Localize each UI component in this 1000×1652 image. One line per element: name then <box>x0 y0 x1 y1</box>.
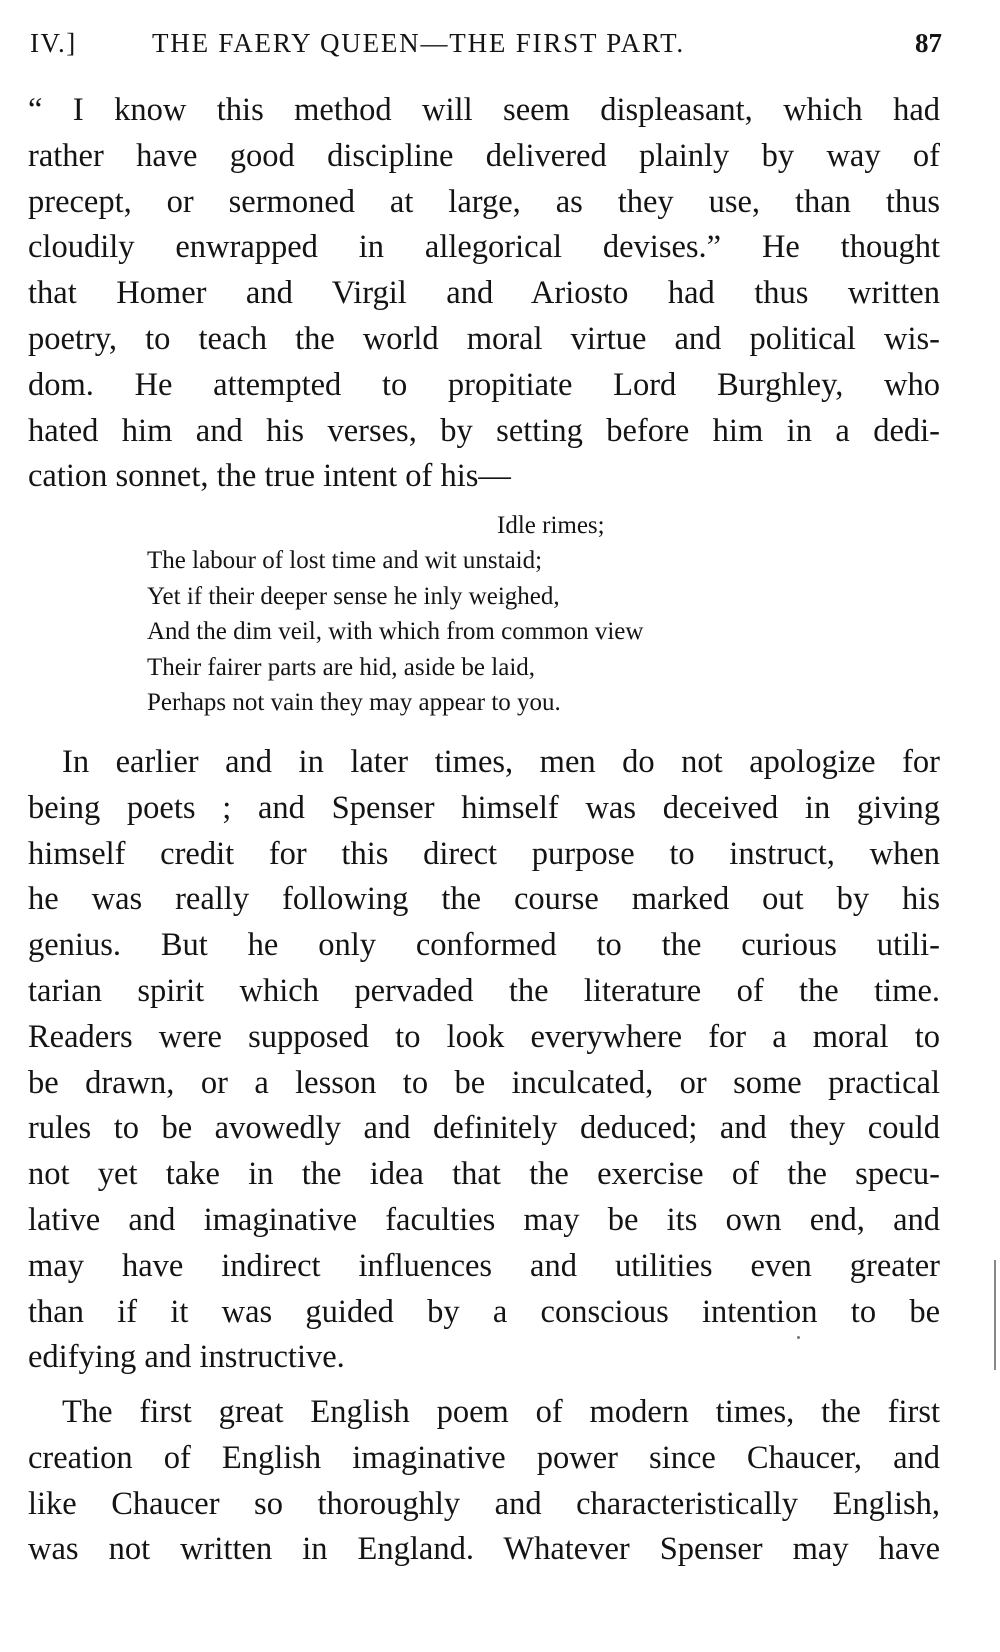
text-line: tarian spirit which pervaded the literature of the time. <box>28 972 940 1009</box>
text-line: cation sonnet, the true intent of his— <box>28 458 511 495</box>
text-line: dom. He attempted to propitiate Lord Burghley, who <box>28 366 940 403</box>
text-line: hated him and his verses, by setting before him in a dedi- <box>28 412 940 449</box>
running-title: THE FAERY QUEEN—THE FIRST PART. <box>152 28 685 58</box>
text-line: rather have good discipline delivered plainly by way of <box>28 137 940 174</box>
text-line: he was really following the course marked out by his <box>28 881 940 918</box>
text-line: himself credit for this direct purpose to instruct, when <box>28 835 940 872</box>
running-head <box>30 28 942 68</box>
text-line: precept, or sermoned at large, as they use, than thus <box>28 183 940 220</box>
verse-line: And the dim veil, with which from common view <box>147 618 644 646</box>
text-line: creation of English imaginative power since Chaucer, and <box>28 1439 940 1476</box>
paragraph-opening-quote <box>28 88 940 500</box>
text-line: “ I know this method will seem displeasant, which had <box>28 92 940 128</box>
text-line: like Chaucer so thoroughly and characteristically English, <box>28 1485 940 1522</box>
text-line: genius. But he only conformed to the curious utili- <box>28 927 940 964</box>
text-line: rules to be avowedly and definitely deduced; and they could <box>28 1110 940 1147</box>
paragraph-earlier-times <box>28 740 940 1381</box>
text-line: was not written in England. Whatever Spenser may have <box>28 1531 940 1568</box>
verse-line: Idle rimes; <box>497 512 605 539</box>
verse-quotation <box>147 508 867 720</box>
text-line: be drawn, or a lesson to be inculcated, or some practical <box>28 1064 940 1101</box>
text-line: edifying and instructive. <box>28 1339 345 1376</box>
paragraph-first-great-poem <box>28 1390 940 1573</box>
verse-line: Perhaps not vain they may appear to you. <box>147 688 561 716</box>
print-speck <box>797 1336 800 1339</box>
verse-line: Their fairer parts are hid, aside be laid, <box>147 653 536 681</box>
text-line: cloudily enwrapped in allegorical devises.” He thought <box>28 229 940 266</box>
verse-line: Yet if their deeper sense he inly weighed, <box>147 582 560 610</box>
chapter-marker: IV.] <box>30 28 77 58</box>
text-line: that Homer and Virgil and Ariosto had thus written <box>28 275 940 312</box>
text-line: than if it was guided by a conscious intention to be <box>28 1293 940 1330</box>
scan-edge-mark <box>994 1260 996 1370</box>
text-line: lative and imaginative faculties may be its own end, and <box>28 1201 940 1238</box>
page-number: 87 <box>915 28 942 58</box>
text-line: poetry, to teach the world moral virtue and political wis- <box>28 320 940 357</box>
text-line: being poets ; and Spenser himself was deceived in giving <box>28 789 940 826</box>
text-line: The first great English poem of modern times, the first <box>62 1394 940 1430</box>
text-line: may have indirect influences and utilities even greater <box>28 1247 940 1284</box>
verse-line: The labour of lost time and wit unstaid; <box>147 547 543 575</box>
text-line: not yet take in the idea that the exercise of the specu- <box>28 1156 940 1193</box>
text-line: Readers were supposed to look everywhere for a moral to <box>28 1018 940 1055</box>
text-line: In earlier and in later times, men do not apologize for <box>62 744 940 780</box>
